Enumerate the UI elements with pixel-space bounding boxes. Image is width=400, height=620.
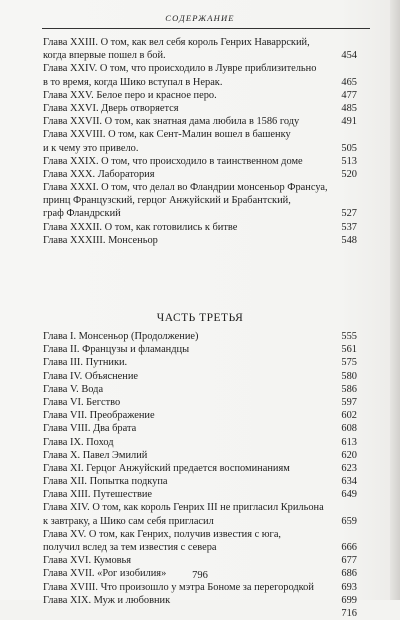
- part-title: ЧАСТЬ ТРЕТЬЯ: [156, 312, 244, 324]
- toc-entry: [43, 594, 357, 607]
- toc-entry: [43, 501, 357, 527]
- toc-entry-page: 699: [341, 594, 357, 606]
- toc-entry-line: [43, 581, 357, 594]
- toc-entry-page: 491: [341, 116, 357, 128]
- toc-entry-title: Глава XXX. Лаборатория: [43, 168, 155, 180]
- toc-entry-line: [43, 168, 357, 181]
- toc-entry-page: 620: [341, 449, 357, 461]
- toc-entry-title: Глава XXXIII. Монсеньор: [43, 234, 158, 246]
- toc-entry-title: Глава XXVI. Дверь отворяется: [43, 102, 179, 114]
- toc-entry-page: 623: [341, 462, 357, 474]
- toc-entry-line: [43, 102, 357, 115]
- toc-entry-line: [43, 449, 357, 462]
- toc-entry-page: 634: [341, 476, 357, 488]
- toc-entry-title: Глава VI. Бегство: [43, 396, 121, 408]
- toc-entry-title: Глава XXV. Белое перо и красное перо.: [43, 89, 217, 101]
- toc-entry-line: [43, 207, 357, 220]
- toc-entry-line: [43, 528, 357, 541]
- toc-entry-page: 465: [341, 76, 357, 88]
- toc-entry: [43, 221, 357, 234]
- toc-entry-page: 548: [341, 234, 357, 246]
- toc-entry: [43, 370, 357, 383]
- toc-entry-title: Глава XXIX. О том, что происходило в таинственном доме: [43, 155, 303, 167]
- toc-entry-line: [43, 436, 357, 449]
- toc-entry-line: [43, 234, 357, 247]
- toc-entry-line: [43, 383, 357, 396]
- toc-entry-line: [43, 181, 357, 194]
- toc-entry-title: Глава XXIV. О том, что происходило в Лувре приблизительно: [43, 63, 317, 75]
- toc-entry: [43, 155, 357, 168]
- toc-entry-page: 454: [341, 50, 357, 62]
- toc-entry-page: 527: [341, 208, 357, 220]
- toc-entry-page: 597: [341, 396, 357, 408]
- toc-entry: [43, 436, 357, 449]
- toc-entry-line: [43, 594, 357, 607]
- toc-entry-page: 580: [341, 370, 357, 382]
- toc-entry-line: [43, 409, 357, 422]
- toc-entry-title: Глава VIII. Два брата: [43, 423, 137, 435]
- toc-entry: [43, 607, 357, 620]
- toc-entry-line: [43, 356, 357, 369]
- header-rule: [42, 28, 370, 29]
- toc-entry-page: 586: [341, 383, 357, 395]
- toc-entry: [43, 462, 357, 475]
- toc-entry: [43, 330, 357, 343]
- toc-entry-title: Глава X. Павел Эмилий: [43, 449, 148, 461]
- toc-entry-page: 537: [341, 221, 357, 233]
- toc-entry: [43, 396, 357, 409]
- toc-entry-line: [43, 89, 357, 102]
- toc-entry-page: 485: [341, 102, 357, 114]
- toc-entry-title: Глава XI. Герцог Анжуйский предается воспоминаниям: [43, 462, 290, 474]
- toc-entry-line: [43, 475, 357, 488]
- toc-entry-title: когда впервые пошел в бой.: [43, 50, 166, 62]
- toc-entry-page: 686: [341, 568, 357, 580]
- toc-entry-line: [43, 155, 357, 168]
- toc-entry-page: 666: [341, 542, 357, 553]
- toc-entry-line: [43, 462, 357, 475]
- toc-entry: [43, 475, 357, 488]
- toc-entry: [43, 409, 357, 422]
- toc-entry-title: Глава IX. Поход: [43, 436, 114, 448]
- toc-entry-page: 561: [341, 344, 357, 356]
- toc-entry-title: Глава III. Путники.: [43, 357, 128, 369]
- toc-entry-title: Глава VII. Преображение: [43, 410, 155, 422]
- toc-entry-line: [43, 515, 357, 528]
- toc-entry: [43, 383, 357, 396]
- toc-entry-title: Глава XIX. Муж и любовник: [43, 594, 171, 606]
- toc-entry-line: [43, 76, 357, 89]
- toc-entry-line: [43, 115, 357, 128]
- toc-entry-title: Глава I. Монсеньор (Продолжение): [43, 331, 199, 342]
- toc-entry-page: 513: [341, 155, 357, 167]
- toc-entry-line: [43, 128, 357, 141]
- toc-entry-page: 716: [341, 607, 357, 619]
- toc-entry-page: 477: [341, 89, 357, 101]
- toc-entry: [43, 115, 357, 128]
- toc-entry: [43, 343, 357, 356]
- toc-entry-title: Глава XXXI. О том, что делал во Фландрии монсеньор Франсуа,: [43, 182, 328, 194]
- toc-entry: [43, 449, 357, 462]
- toc-entry-page: 677: [341, 555, 357, 567]
- toc-entry: [43, 102, 357, 115]
- page-edge: [390, 0, 400, 600]
- toc-entry-line: [43, 343, 357, 356]
- page-number: 796: [192, 570, 208, 581]
- toc-entry: [43, 528, 357, 554]
- toc-entry-title: получил вслед за тем известия с севера: [43, 542, 217, 553]
- toc-entry-title: Глава II. Французы и фламандцы: [43, 344, 190, 356]
- toc-entry-title: в то время, когда Шико вступал в Нерак.: [43, 76, 223, 88]
- toc-entry: [43, 581, 357, 594]
- toc-entry: [43, 128, 357, 154]
- toc-entry-title: и к чему это привело.: [43, 142, 139, 154]
- toc-entry-title: Глава XVI. Кумовья: [43, 555, 132, 567]
- toc-entry-page: 649: [341, 489, 357, 501]
- toc-entry-title: Глава XII. Попытка подкупа: [43, 476, 168, 488]
- toc-entry-line: [43, 370, 357, 383]
- running-head: СОДЕРЖАНИЕ: [165, 13, 235, 23]
- toc-entry-page: 602: [341, 410, 357, 422]
- toc-section-1: [43, 36, 357, 247]
- toc-entry-page: 693: [341, 581, 357, 593]
- toc-entry-title: Глава XV. О том, как Генрих, получив известия с юга,: [43, 528, 282, 540]
- toc-entry-line: [43, 541, 357, 554]
- toc-entry-line: [43, 49, 357, 62]
- toc-entry-title: Глава XVIII. Что произошло у мэтра Бономе за перегородкой: [43, 581, 314, 593]
- toc-entry: [43, 488, 357, 501]
- toc-entry-title: Глава XIII. Путешествие: [43, 489, 153, 501]
- toc-entry-page: 520: [341, 168, 357, 180]
- toc-entry: [43, 89, 357, 102]
- toc-entry-line: [43, 142, 357, 155]
- toc-entry: [43, 168, 357, 181]
- toc-entry-title: Глава XXVIII. О том, как Сент-Малин вошел в башенку: [43, 129, 291, 141]
- toc-entry-line: [43, 488, 357, 501]
- toc-entry-line: [43, 221, 357, 234]
- toc-entry-page: 505: [341, 142, 357, 154]
- toc-entry-line: [43, 501, 357, 514]
- toc-entry-title: Глава XVII. «Рог изобилия»: [43, 568, 167, 580]
- toc-entry-title: Глава XXXII. О том, как готовились к битве: [43, 221, 238, 233]
- toc-entry-title: Глава XXIII. О том, как вел себя король Генрих Наваррский,: [43, 37, 310, 48]
- toc-entry-page: 659: [341, 515, 357, 527]
- toc-entry-page: 555: [341, 331, 357, 342]
- toc-entry: [43, 36, 357, 62]
- toc-entry: [43, 181, 357, 221]
- toc-entry: [43, 554, 357, 567]
- toc-entry-title: принц Французский, герцог Анжуйский и Брабантский,: [43, 195, 291, 207]
- toc-entry-line: [43, 194, 357, 207]
- toc-entry-line: [43, 607, 357, 620]
- toc-entry-line: [43, 554, 357, 567]
- toc-entry-line: [43, 422, 357, 435]
- toc-entry: [43, 62, 357, 88]
- toc-entry-line: [43, 62, 357, 75]
- toc-entry-title: граф Фландрский: [43, 208, 121, 220]
- toc-entry: [43, 356, 357, 369]
- toc-entry-title: Глава XIV. О том, как король Генрих III не пригласил Крильона: [43, 502, 324, 514]
- toc-entry-title: Глава IV. Объяснение: [43, 370, 139, 382]
- toc-entry-page: 575: [341, 357, 357, 369]
- toc-entry-page: 613: [341, 436, 357, 448]
- toc-entry-line: [43, 396, 357, 409]
- toc-entry-title: Глава V. Вода: [43, 383, 104, 395]
- toc-entry-line: [43, 330, 357, 343]
- toc-entry-title: Глава XXVII. О том, как знатная дама любила в 1586 году: [43, 116, 300, 128]
- toc-entry-page: 608: [341, 423, 357, 435]
- toc-entry-title: к завтраку, а Шико сам себя пригласил: [43, 515, 214, 527]
- toc-entry: [43, 234, 357, 247]
- toc-entry-line: [43, 36, 357, 49]
- toc-entry: [43, 422, 357, 435]
